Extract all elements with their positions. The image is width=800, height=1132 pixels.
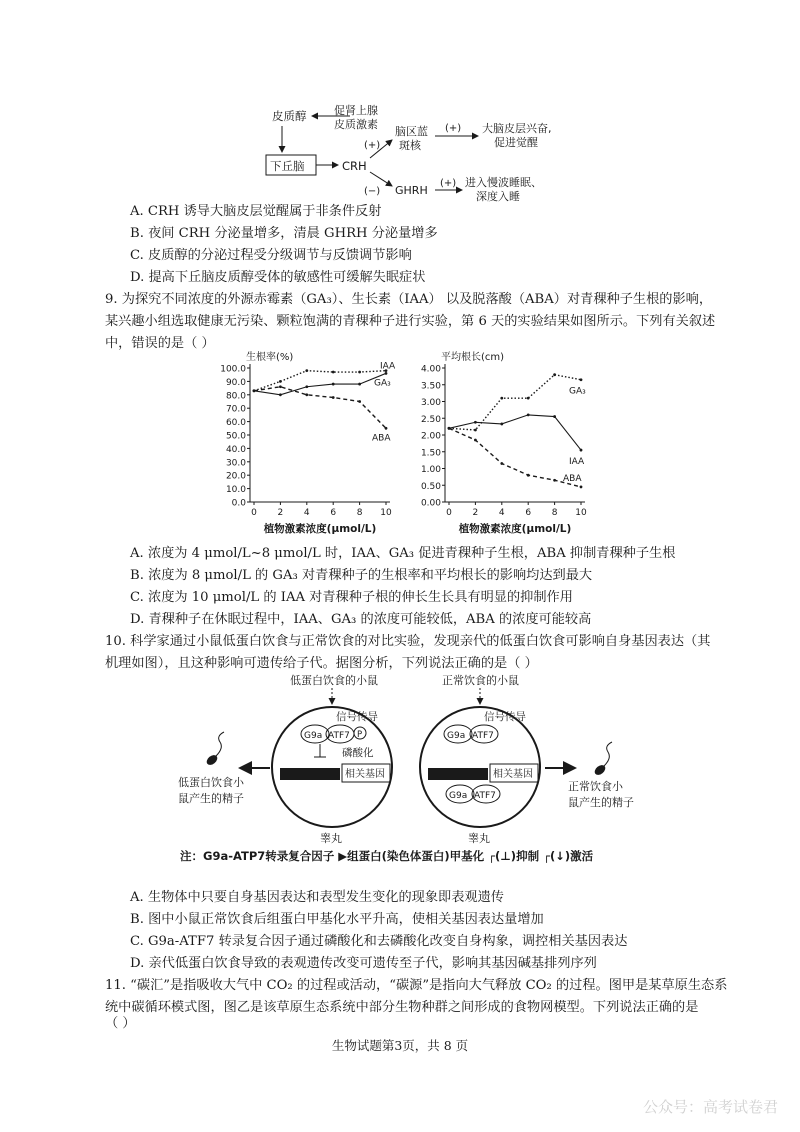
q11-stem-3: （ ） xyxy=(105,1016,136,1031)
q9-option-a: A. 浓度为 4 μmol/L~8 μmol/L 时，IAA、GA₃ 促进青稞种子生根，ABA 抑制青稞种子生根 xyxy=(130,546,676,561)
data-point xyxy=(527,397,530,400)
flow-promote-1: 促肾上腺 xyxy=(334,104,378,117)
q8-option-a: A. CRH 诱导大脑皮层觉醒属于非条件反射 xyxy=(130,204,382,219)
q9-option-b: B. 浓度为 8 μmol/L 的 GA₃ 对青稞种子的生根率和平均根长的影响均达到最大 xyxy=(130,568,593,583)
normal-sperm-1: 正常饮食小 xyxy=(568,780,623,793)
series-line-ABA xyxy=(254,387,386,429)
x-tick-label: 10 xyxy=(380,508,392,518)
y-tick-label: 2.50 xyxy=(420,414,441,425)
series-label: ABA xyxy=(563,473,582,484)
series-label: IAA xyxy=(380,361,396,372)
q9-stem-2: 某兴趣小组选取健康无污染、颗粒饱满的青稞种子进行实验，第 6 天的实验结果如图所示。下列有关叙述 xyxy=(105,314,716,329)
flow-hypothalamus: 下丘脑 xyxy=(270,159,305,173)
series-line-IAA xyxy=(254,371,386,391)
data-point xyxy=(332,371,335,374)
y-tick-label: 4.00 xyxy=(420,364,441,375)
y-tick-label: 0.0 xyxy=(231,498,246,509)
data-point xyxy=(332,383,335,386)
data-point xyxy=(553,373,556,376)
q8-option-d: D. 提高下丘脑皮质醇受体的敏感性可缓解失眠症状 xyxy=(130,270,426,285)
data-point xyxy=(580,449,583,452)
y-tick-label: 1.00 xyxy=(420,465,441,475)
q10-stem-1: 10. 科学家通过小鼠低蛋白饮食与正常饮食的对比实验，发现亲代的低蛋白饮食可影响自身基因表达（其 xyxy=(105,634,711,649)
y-tick-label: 3.50 xyxy=(420,381,441,392)
q10-option-b: B. 图中小鼠正常饮食后组蛋白甲基化水平升高，使相关基因表达量增加 xyxy=(130,912,544,927)
q10-option-a: A. 生物体中只要自身基因表达和表型发生变化的现象即表观遗传 xyxy=(130,890,504,905)
series-line-GA₃ xyxy=(254,373,386,394)
flow-excite-1: 大脑皮层兴奋, xyxy=(482,122,552,135)
x-axis-label: 植物激素浓度(μmol/L) xyxy=(458,523,572,535)
flow-cortisol: 皮质醇 xyxy=(272,109,307,123)
data-point xyxy=(279,385,282,388)
flow-sleep-1: 进入慢波睡眠、 xyxy=(465,176,542,189)
data-point xyxy=(279,380,282,383)
y-tick-label: 90.0 xyxy=(225,377,246,388)
x-tick-label: 4 xyxy=(498,508,505,518)
series-line-IAA xyxy=(449,415,581,450)
x-tick-label: 4 xyxy=(303,508,310,518)
x-tick-label: 8 xyxy=(356,508,363,518)
data-point xyxy=(305,385,308,388)
q10-option-d: D. 亲代低蛋白饮食导致的表观遗传改变可遗传至子代，影响其基因碱基排列序列 xyxy=(130,956,597,971)
data-point xyxy=(358,371,361,374)
data-point xyxy=(580,378,583,381)
testis-label-left: 睾丸 xyxy=(320,832,342,845)
data-point xyxy=(358,383,361,386)
x-tick-label: 8 xyxy=(551,508,558,518)
data-point xyxy=(527,474,530,477)
y-tick-label: 20.0 xyxy=(225,471,246,482)
x-tick-label: 0 xyxy=(251,508,257,518)
low-sperm-2: 鼠产生的精子 xyxy=(178,792,244,805)
atf7-right: ATF7 xyxy=(472,731,494,741)
flow-minus: (−) xyxy=(364,186,381,197)
data-point xyxy=(553,479,556,482)
q8-option-c: C. 皮质醇的分泌过程受分级调节与反馈调节影响 xyxy=(130,248,412,263)
flow-crh: CRH xyxy=(342,159,367,173)
data-point xyxy=(474,429,477,432)
data-point xyxy=(474,439,477,442)
signal-left: 信号传导 xyxy=(336,711,378,723)
flow-promote-2: 皮质激素 xyxy=(334,118,378,131)
mouse-note: 注：G9a-ATP7转录复合因子 ▶组蛋白(染色体蛋白)甲基化 ┌(⊥)抑制 ┌(↓)激活 xyxy=(180,849,594,863)
low-protein-title: 低蛋白饮食的小鼠 xyxy=(290,674,378,687)
q10-stem-2: 机理如图），且这种影响可遗传给子代。据图分析，下列说法正确的是（ ） xyxy=(105,656,538,671)
flow-bluespot-2: 斑核 xyxy=(399,139,421,152)
x-tick-label: 10 xyxy=(575,508,587,518)
gene-right: 相关基因 xyxy=(493,769,533,780)
data-point xyxy=(500,423,503,426)
signal-right: 信号传导 xyxy=(484,711,526,723)
series-label: ABA xyxy=(372,433,391,444)
phos-left: 磷酸化 xyxy=(342,747,374,759)
q9-stem-1: 9. 为探究不同浓度的外源赤霉素（GA₃）、生长素（IAA） 以及脱落酸（ABA）对青稞种子生根的影响， xyxy=(105,292,713,307)
y-tick-label: 60.0 xyxy=(225,418,246,429)
g9a-right: G9a xyxy=(447,731,466,741)
data-point xyxy=(305,369,308,372)
q11-stem-2: 统中碳循环模式图，图乙是该草原生态系统中部分生物种群之间形成的食物网模型。下列说法正确的是 xyxy=(105,1000,699,1015)
data-point xyxy=(358,400,361,403)
q9-stem-3: 中，错误的是（ ） xyxy=(105,336,215,351)
g9a-right-2: G9a xyxy=(449,791,468,801)
low-sperm-1: 低蛋白饮食小 xyxy=(178,776,244,789)
p-left: P xyxy=(357,730,363,740)
testis-left xyxy=(272,707,392,827)
flow-plus-2: (+) xyxy=(445,123,462,134)
data-point xyxy=(279,393,282,396)
data-point xyxy=(580,486,583,489)
data-point xyxy=(385,427,388,430)
data-point xyxy=(332,396,335,399)
testis-label-right: 睾丸 xyxy=(468,832,490,845)
page-footer: 生物试题第3页，共 8 页 xyxy=(331,1038,469,1053)
x-axis-label: 植物激素浓度(μmol/L) xyxy=(263,523,377,535)
q11-stem-1: 11. “碳汇”是指吸收大气中 CO₂ 的过程或活动，“碳源”是指向大气释放 CO₂ 的过程。图甲是某草原生态系 xyxy=(105,978,728,993)
normal-sperm-2: 鼠产生的精子 xyxy=(568,796,634,809)
x-tick-label: 0 xyxy=(446,508,452,518)
series-line-GA₃ xyxy=(449,375,581,430)
flow-sleep-2: 深度入睡 xyxy=(476,190,520,203)
hormone-flow-diagram xyxy=(250,98,580,210)
y-axis-label: 生根率(%) xyxy=(246,352,294,363)
y-tick-label: 0.50 xyxy=(420,481,441,492)
g9a-left: G9a xyxy=(304,731,323,741)
series-label: GA₃ xyxy=(374,378,391,389)
series-label: GA₃ xyxy=(569,386,586,397)
watermark: 公众号：高考试卷君 xyxy=(642,1098,778,1116)
data-point xyxy=(253,389,256,392)
data-point xyxy=(527,414,530,417)
y-tick-label: 50.0 xyxy=(225,431,246,442)
flow-plus-1: (+) xyxy=(364,140,381,151)
x-tick-label: 6 xyxy=(330,508,337,518)
series-label: IAA xyxy=(569,457,585,468)
data-point xyxy=(553,415,556,418)
flow-excite-2: 促进觉醒 xyxy=(494,136,538,149)
atf7-right-2: ATF7 xyxy=(474,791,496,801)
gene-left: 相关基因 xyxy=(345,769,385,780)
y-axis-label: 平均根长(cm) xyxy=(441,352,505,363)
q8-option-b: B. 夜间 CRH 分泌量增多，清晨 GHRH 分泌量增多 xyxy=(130,226,438,241)
q9-option-c: C. 浓度为 10 μmol/L 的 IAA 对青稞种子根的伸长生长具有明显的抑制作用 xyxy=(130,590,573,605)
y-tick-label: 80.0 xyxy=(225,391,246,402)
y-tick-label: 100.0 xyxy=(220,364,246,375)
mouse-epigenetics-diagram xyxy=(160,672,680,862)
y-tick-label: 70.0 xyxy=(225,404,246,415)
y-tick-label: 40.0 xyxy=(225,444,246,455)
data-point xyxy=(500,397,503,400)
y-tick-label: 10.0 xyxy=(225,485,246,496)
series-line-ABA xyxy=(449,428,581,487)
y-tick-label: 0.00 xyxy=(420,498,441,509)
flow-plus-3: (+) xyxy=(440,178,457,189)
data-point xyxy=(474,421,477,424)
x-tick-label: 2 xyxy=(277,508,284,518)
q9-option-d: D. 青稞种子在休眠过程中，IAA、GA₃ 的浓度可能较低，ABA 的浓度可能较高 xyxy=(130,612,592,627)
data-point xyxy=(385,372,388,375)
flow-bluespot-1: 脑区蓝 xyxy=(395,125,428,138)
y-tick-label: 30.0 xyxy=(225,458,246,469)
y-tick-label: 2.00 xyxy=(420,431,441,442)
atf7-left: ATF7 xyxy=(328,731,350,741)
q10-option-c: C. G9a-ATF7 转录复合因子通过磷酸化和去磷酸化改变自身构象，调控相关基因表达 xyxy=(130,934,628,949)
data-point xyxy=(305,393,308,396)
x-tick-label: 6 xyxy=(525,508,532,518)
data-point xyxy=(500,462,503,465)
flow-ghrh: GHRH xyxy=(395,184,428,197)
data-point xyxy=(448,427,451,430)
y-tick-label: 3.00 xyxy=(420,398,441,408)
normal-title: 正常饮食的小鼠 xyxy=(442,674,519,687)
rooting-rate-chart xyxy=(210,346,410,542)
y-tick-label: 1.50 xyxy=(420,448,441,459)
x-tick-label: 2 xyxy=(472,508,479,518)
root-length-chart xyxy=(405,346,605,542)
